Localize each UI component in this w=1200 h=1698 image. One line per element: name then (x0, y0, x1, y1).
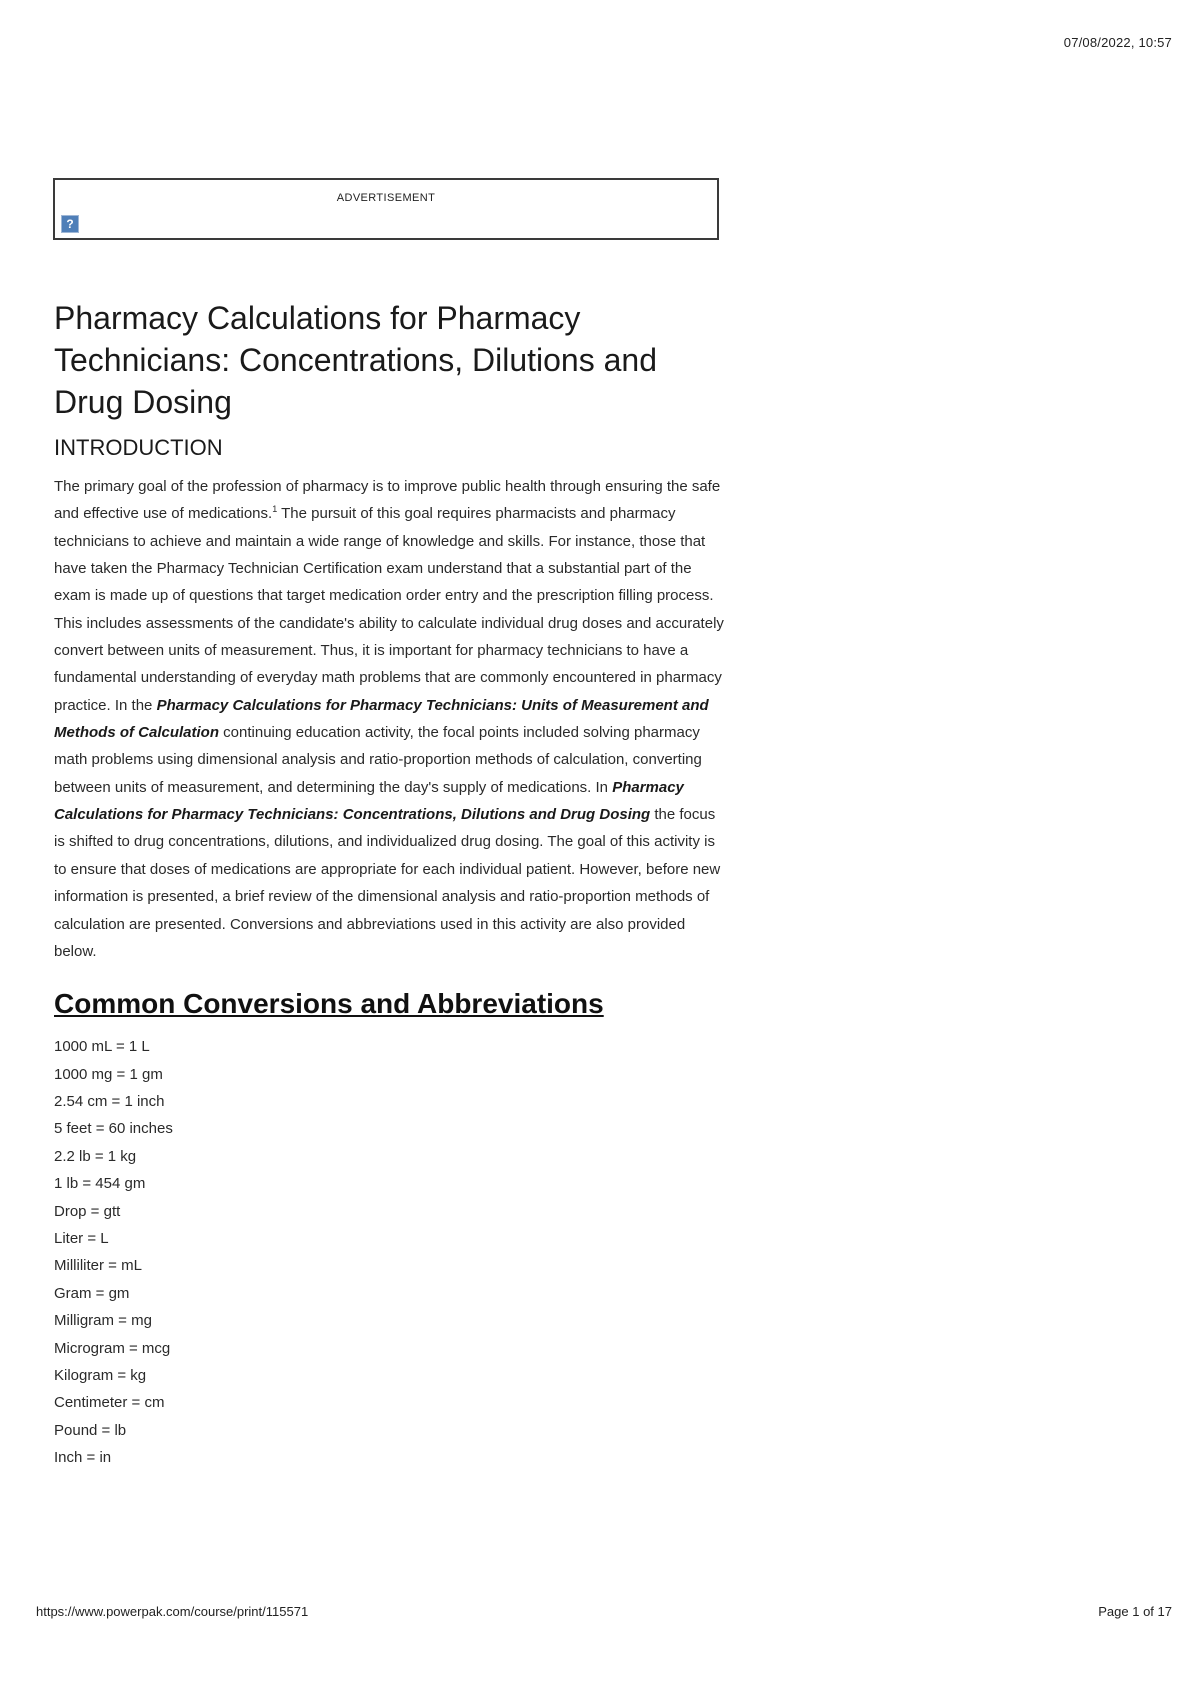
introduction-heading: INTRODUCTION (54, 435, 223, 460)
conversion-item: Pound = lb (54, 1421, 127, 1439)
conversion-item: 1 lb = 454 gm (54, 1175, 146, 1193)
referenced-course-title: Pharmacy Calculations for Pharmacy Technicians: Units of Measurement and Methods of Calculation (54, 696, 709, 742)
advertisement-label: ADVERTISEMENT (336, 192, 436, 204)
citation-1[interactable]: 1 (272, 504, 278, 515)
conversion-item: Milliliter = mL (54, 1257, 142, 1275)
conversion-item: 1000 mL = 1 L (54, 1038, 150, 1056)
introduction-paragraph (54, 473, 726, 965)
conversion-item: Milligram = mg (54, 1312, 152, 1330)
question-mark-icon[interactable]: ? (61, 215, 79, 233)
conversion-item: Microgram = mcg (54, 1339, 171, 1357)
intro-text-4: the focus is shifted to drug concentrations, dilutions, and individualized drug dosing. The goal of this activity is to ensure that doses of medications are appropriate for each individual patient. However, before new information is presented, a brief review of the dimensional analysis and ratio-proportion methods of calculation are presented. Conversions and abbreviations used in this activity are also provided below. (54, 806, 721, 960)
conversion-item: 2.54 cm = 1 inch (54, 1093, 165, 1110)
conversion-item: 5 feet = 60 inches (54, 1120, 173, 1138)
conversions-heading: Common Conversions and Abbreviations (54, 988, 604, 1020)
conversion-item: Gram = gm (54, 1284, 130, 1302)
print-timestamp: 07/08/2022, 10:57 (1063, 35, 1172, 50)
article (54, 297, 726, 1472)
intro-text-2: The pursuit of this goal requires pharmacists and pharmacy technicians to achieve and maintain a wide range of knowledge and skills. For instance, those that have taken the Pharmacy Technician Certification exam understand that a substantial part of the exam is made up of questions that target medication order entry and the prescription filling process. This includes assessments of the candidate's ability to calculate individual drug doses and accurately convert between units of measurement. Thus, it is important for pharmacy technicians to have a fundamental understanding of everyday math problems that are commonly encountered in pharmacy practice. In the (54, 505, 724, 714)
intro-text-1: The primary goal of the profession of pharmacy is to improve public health through ensuring the safe and effective use of medications. (54, 478, 721, 523)
conversion-item: 2.2 lb = 1 kg (54, 1147, 137, 1165)
footer-page-number: Page 1 of 17 (1098, 1604, 1172, 1619)
intro-text-3: continuing education activity, the focal points included solving pharmacy math problems using dimensional analysis and ratio-proportion methods of calculation, converting between units of measurement, and determining the day's supply of medications. In (54, 724, 702, 796)
conversion-item: Liter = L (54, 1230, 109, 1248)
conversion-item: Inch = in (54, 1449, 112, 1467)
page-title: Pharmacy Calculations for Pharmacy Technicians: Concentrations, Dilutions and Drug Dosing (54, 300, 657, 420)
footer-url[interactable]: https://www.powerpak.com/course/print/115571 (36, 1604, 309, 1619)
conversion-item: Centimeter = cm (54, 1394, 165, 1412)
advertisement-box[interactable] (53, 178, 719, 240)
conversion-item: 1000 mg = 1 gm (54, 1065, 163, 1083)
conversion-item: Kilogram = kg (54, 1367, 147, 1385)
conversion-list (54, 1033, 726, 1472)
current-course-title: Pharmacy Calculations for Pharmacy Technicians: Concentrations, Dilutions and Drug Dosing (54, 778, 684, 824)
conversion-item: Drop = gtt (54, 1202, 121, 1220)
